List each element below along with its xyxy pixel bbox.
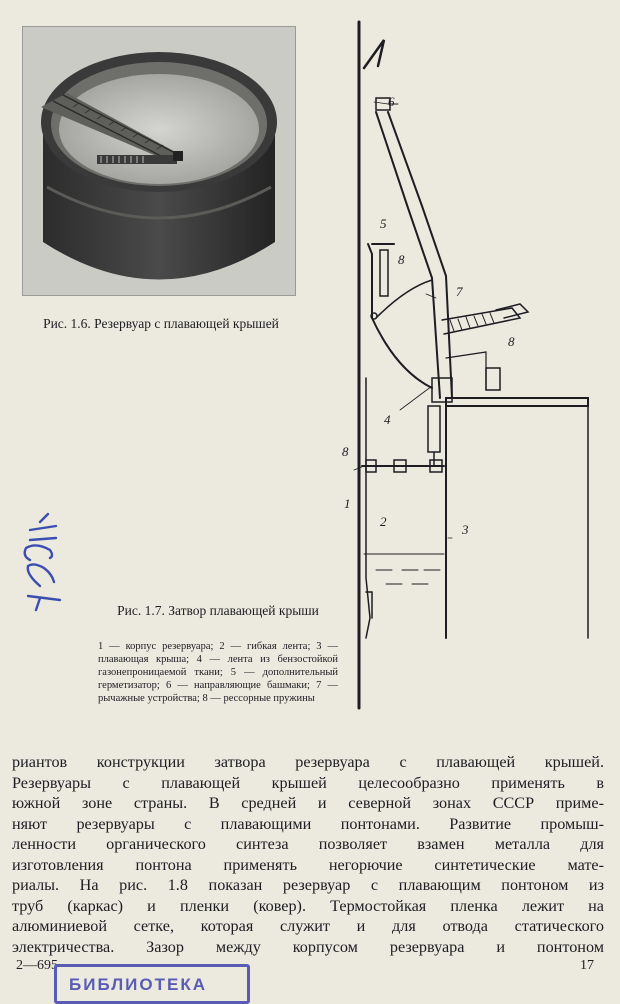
- figure-6-caption-prefix: Рис. 1.6.: [43, 316, 91, 331]
- library-stamp: БИБЛИОТЕКА: [54, 964, 250, 1004]
- signature-code: 2—695: [16, 958, 58, 973]
- label-1: 1: [344, 496, 351, 511]
- handwritten-mark-text: 1/165: [10, 512, 13, 513]
- label-4: 4: [384, 412, 391, 427]
- body-line: ленности органического синтеза позволяет взамен металла для: [12, 835, 604, 853]
- label-8c: 8: [342, 444, 349, 459]
- body-line: труб (каркас) и пленки (ковер). Термостойкая пленка лежит на: [12, 896, 604, 915]
- label-6: 6: [388, 94, 395, 109]
- label-8a: 8: [398, 252, 405, 267]
- body-line: изготовления понтона применять негорючие синтетические мате-: [12, 855, 604, 874]
- tank-photo: [22, 26, 296, 296]
- body-line: электричества. Зазор между корпусом резервуара и понтоном: [12, 937, 604, 956]
- body-line: южной зоне страны. В средней и северной зонах СССР приме-: [12, 794, 604, 812]
- label-5: 5: [380, 216, 387, 231]
- body-line: риантов конструкции затвора резервуара с плавающей крышей.: [12, 753, 604, 771]
- body-line: Резервуары с плавающей крышей целесообразно применять в: [12, 773, 604, 792]
- label-7: 7: [456, 284, 463, 299]
- page-number: 17: [580, 958, 594, 973]
- body-line: алюминиевой сетке, которая служит и для отвода статического: [12, 917, 604, 935]
- body-line: няют резервуары с плавающими понтонами. Развитие промыш-: [12, 814, 604, 833]
- body-text: [12, 752, 604, 957]
- label-3: 3: [462, 522, 469, 537]
- label-2: 2: [380, 514, 387, 529]
- figure-7-caption: [98, 603, 338, 618]
- figure-6-caption-text: Резервуар с плавающей крышей: [94, 316, 279, 331]
- seal-diagram: [336, 18, 606, 718]
- figure-7-legend: 1 — корпус резервуара; 2 — гибкая лента; 3 — плавающая крыша; 4 — лента из бензостойкой газонепроницаемой ткани; 5 — дополнительный герметизатор; 6 — направляющие башмаки; 7 — рычажные устройства; 8 — рессорные пружины: [98, 641, 338, 704]
- label-8b: 8: [508, 334, 515, 349]
- figure-6-caption: [20, 316, 302, 332]
- figure-7-caption-prefix: Рис. 1.7.: [117, 603, 165, 618]
- handwritten-mark: [10, 512, 66, 612]
- body-line: риалы. На рис. 1.8 показан резервуар с плавающим понтоном из: [12, 876, 604, 894]
- figure-7-caption-text: Затвор плавающей крыши: [168, 603, 319, 618]
